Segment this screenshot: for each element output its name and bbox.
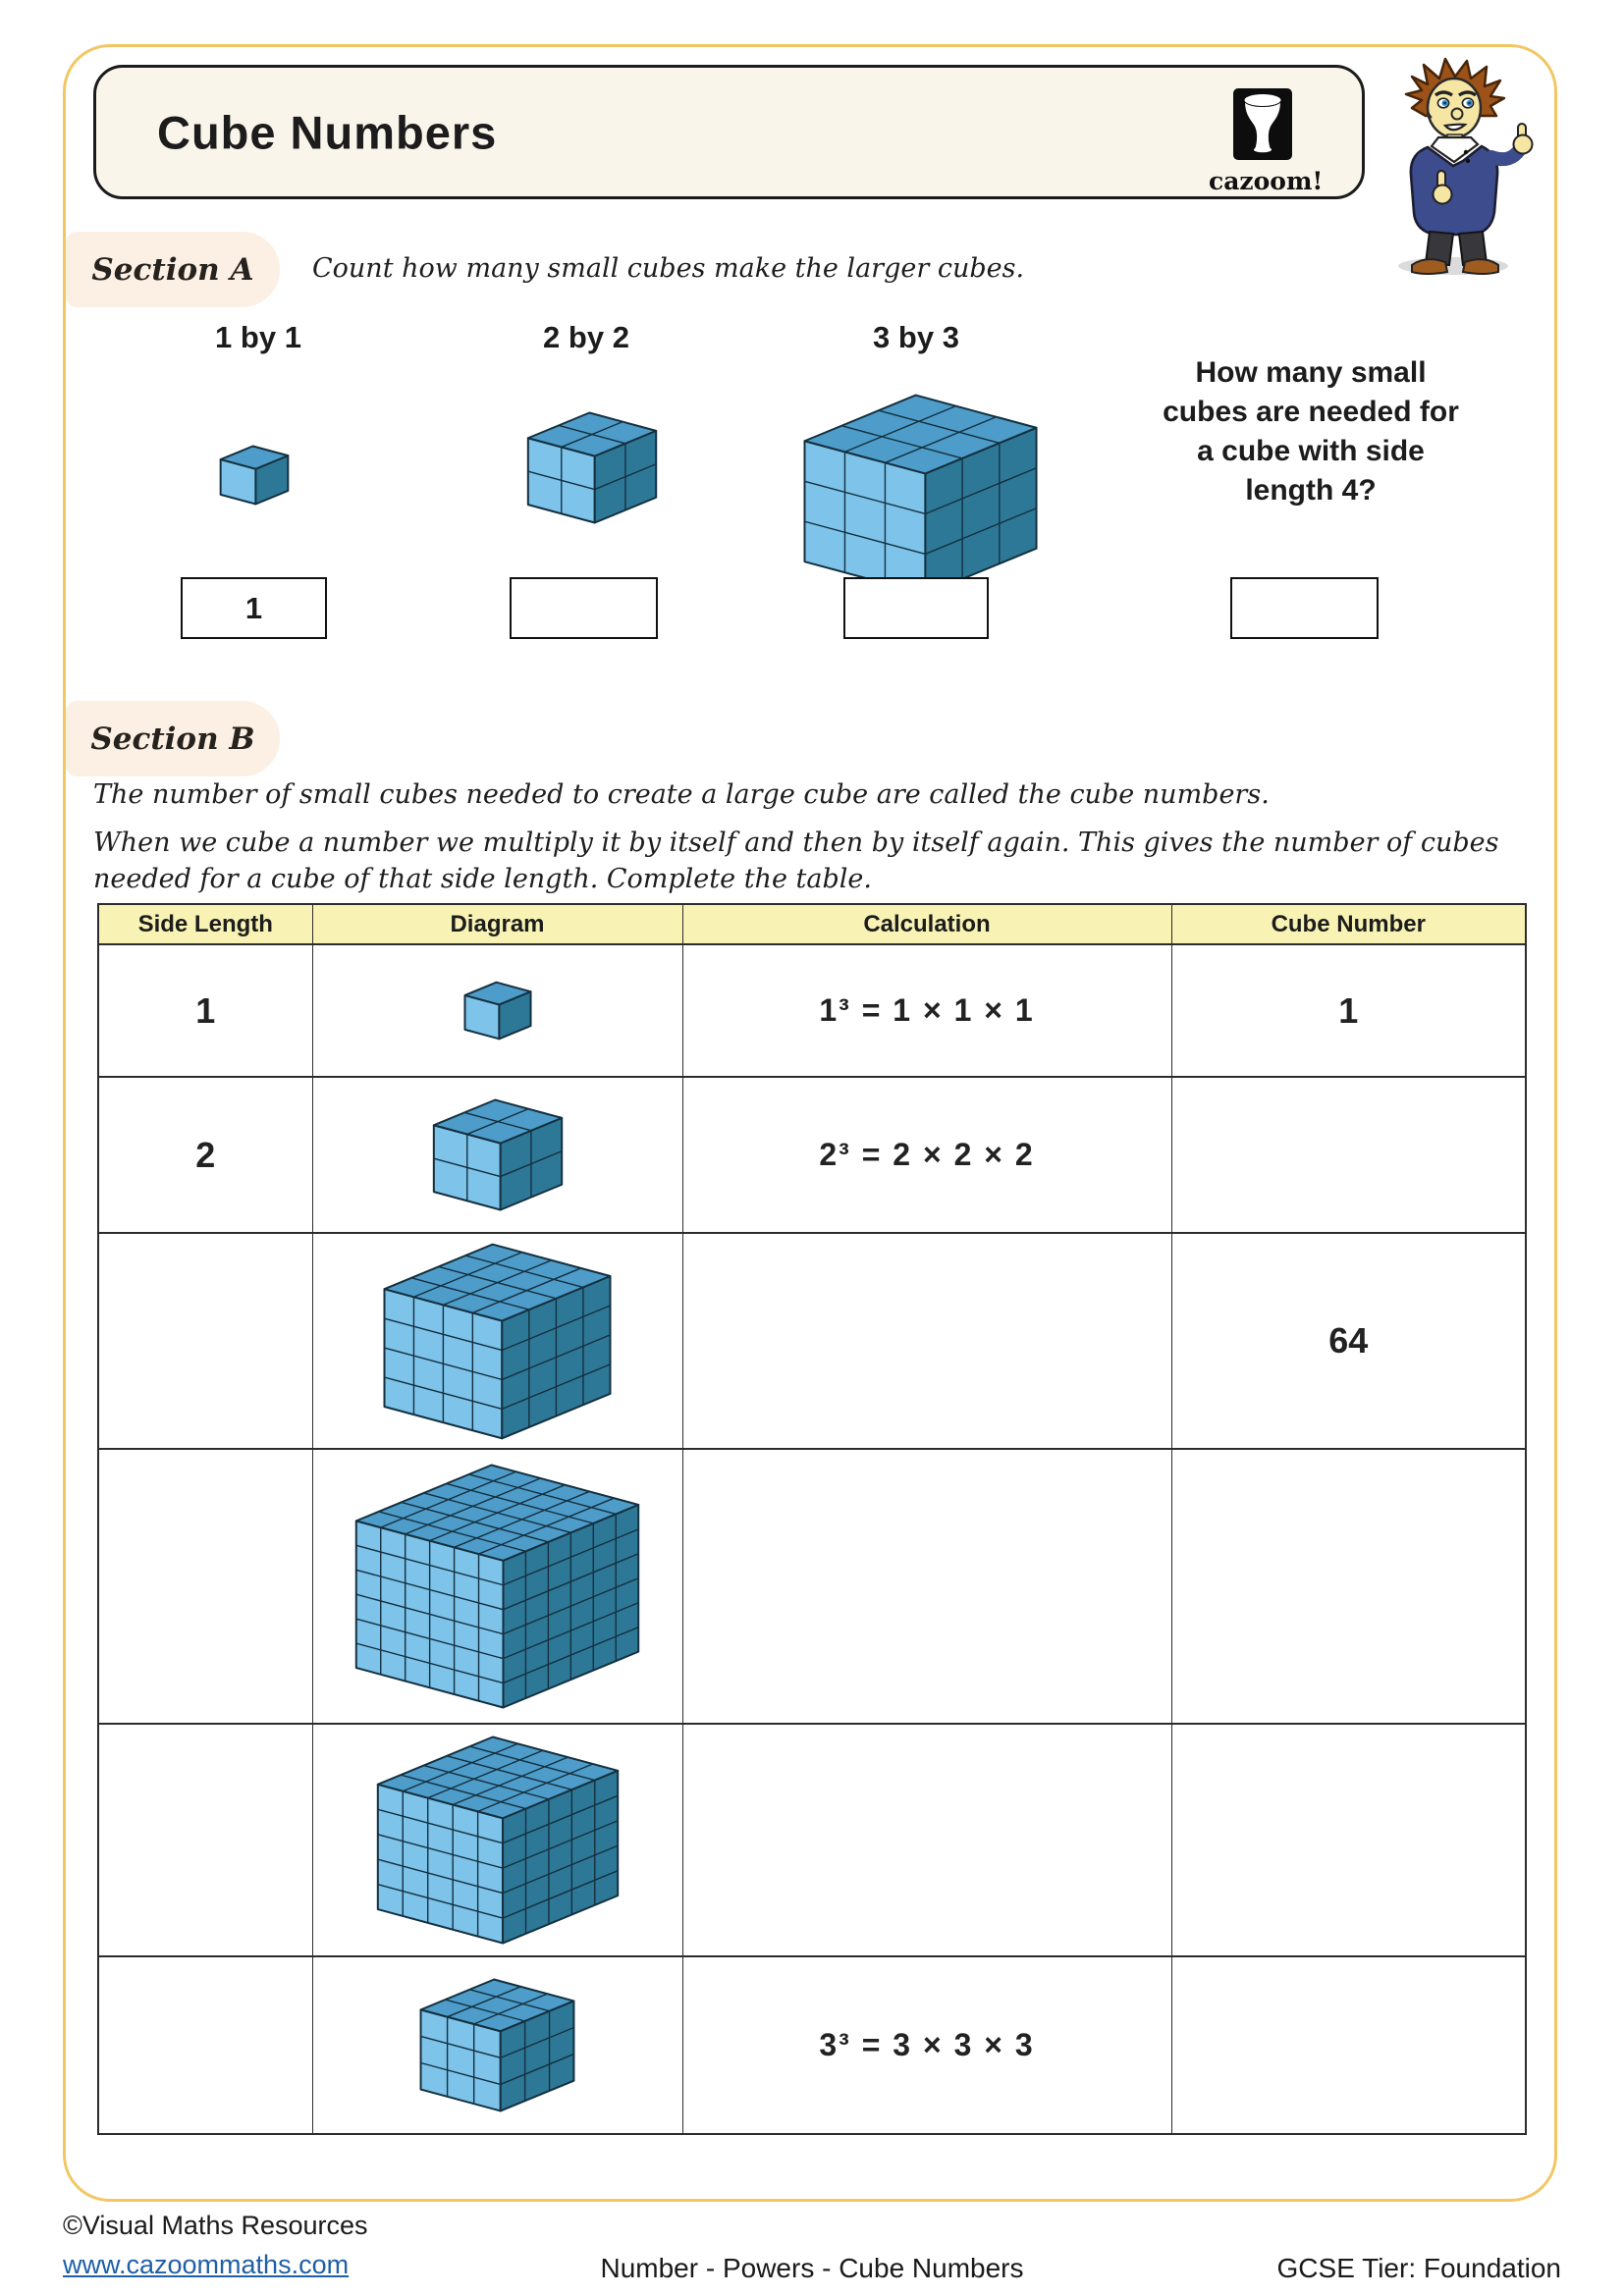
cube-diagram-3by3 [802,393,1039,602]
cube-label-1by1: 1 by 1 [215,320,301,354]
answer-box-3by3[interactable] [843,577,989,639]
cell-calculation-3[interactable] [682,1233,1171,1449]
header-diagram: Diagram [312,904,682,944]
drum-icon [1232,87,1293,161]
cell-side-length-3[interactable] [98,1233,312,1449]
answer-box-1by1[interactable] [181,577,327,639]
cell-cube-number-1: 1 [1171,944,1526,1077]
cell-cube-number-3: 64 [1171,1233,1526,1449]
cube-label-2by2: 2 by 2 [543,320,629,354]
gcse-tier: GCSE Tier: Foundation [1276,2253,1561,2283]
cell-side-length-5[interactable] [98,1724,312,1956]
cell-cube-number-4[interactable] [1171,1449,1526,1724]
title-box [93,65,1365,199]
side-length-4-question: How many small cubes are needed for a cube with side length 4? [1163,356,1459,507]
cell-side-length-6[interactable] [98,1956,312,2134]
cell-calculation-4[interactable] [682,1449,1171,1724]
section-a-label-text: Section A [91,251,254,288]
mascot-boy-illustration [1367,47,1543,278]
cell-side-length-2: 2 [98,1077,312,1233]
cube-diagram-n6 [313,1463,682,1710]
section-a-instruction: Count how many small cubes make the larger cubes. [312,253,1025,284]
cell-calculation-2: 2³ = 2 × 2 × 2 [682,1077,1171,1233]
section-b-label-text: Section B [90,721,255,757]
copyright-text: ©Visual Maths Resources [63,2211,368,2240]
cube-diagram-1by1 [218,444,291,511]
section-b-intro-2: When we cube a number we multiply it by itself and then by itself again. This gives the number of cubes needed for a cube of that side length. Complete the table. [93,828,1499,894]
table-header-row [98,904,1526,944]
cube-diagram-n5 [313,1735,682,1946]
section-b-intro-1: The number of small cubes needed to create a large cube are called the cube numbers. [93,779,1270,810]
table-row [98,1449,1526,1724]
header-cube-number: Cube Number [1171,904,1526,944]
cell-calculation-6: 3³ = 3 × 3 × 3 [682,1956,1171,2134]
cell-diagram-5 [312,1724,682,1956]
cell-calculation-5[interactable] [682,1724,1171,1956]
page-title: Cube Numbers [157,106,498,158]
cell-cube-number-5[interactable] [1171,1724,1526,1956]
cell-diagram-2 [312,1077,682,1233]
logo-wordmark: cazoom! [1209,167,1324,195]
cube-diagram-n2 [313,1097,682,1212]
table-row [98,1233,1526,1449]
cell-calculation-1: 1³ = 1 × 1 × 1 [682,944,1171,1077]
section-a-label [66,232,280,307]
cube-diagram-2by2 [525,410,659,530]
cell-diagram-3 [312,1233,682,1449]
cube-diagram-n4 [313,1242,682,1441]
cube-diagram-n3 [313,1977,682,2113]
cube-label-3by3: 3 by 3 [873,320,959,354]
table-row [98,1724,1526,1956]
answer-box-2by2[interactable] [510,577,658,639]
table-row [98,944,1526,1077]
cell-side-length-4[interactable] [98,1449,312,1724]
answer-box-side4[interactable] [1230,577,1379,639]
website-link[interactable]: www.cazoommaths.com [63,2250,350,2279]
cazoom-logo [1209,87,1324,195]
cell-side-length-1: 1 [98,944,312,1077]
cell-diagram-1 [312,944,682,1077]
answer-1by1-value: 1 [244,590,263,625]
section-b-label [66,701,280,776]
cell-cube-number-2[interactable] [1171,1077,1526,1233]
table-row [98,1077,1526,1233]
cube-numbers-table [97,903,1527,2135]
cell-cube-number-6[interactable] [1171,1956,1526,2134]
cell-diagram-6 [312,1956,682,2134]
table-row [98,1956,1526,2134]
cube-diagram-n1 [313,980,682,1041]
worksheet-topic: Number - Powers - Cube Numbers [600,2253,1024,2283]
header-side-length: Side Length [98,904,312,944]
header-calculation: Calculation [682,904,1171,944]
cell-diagram-4 [312,1449,682,1724]
